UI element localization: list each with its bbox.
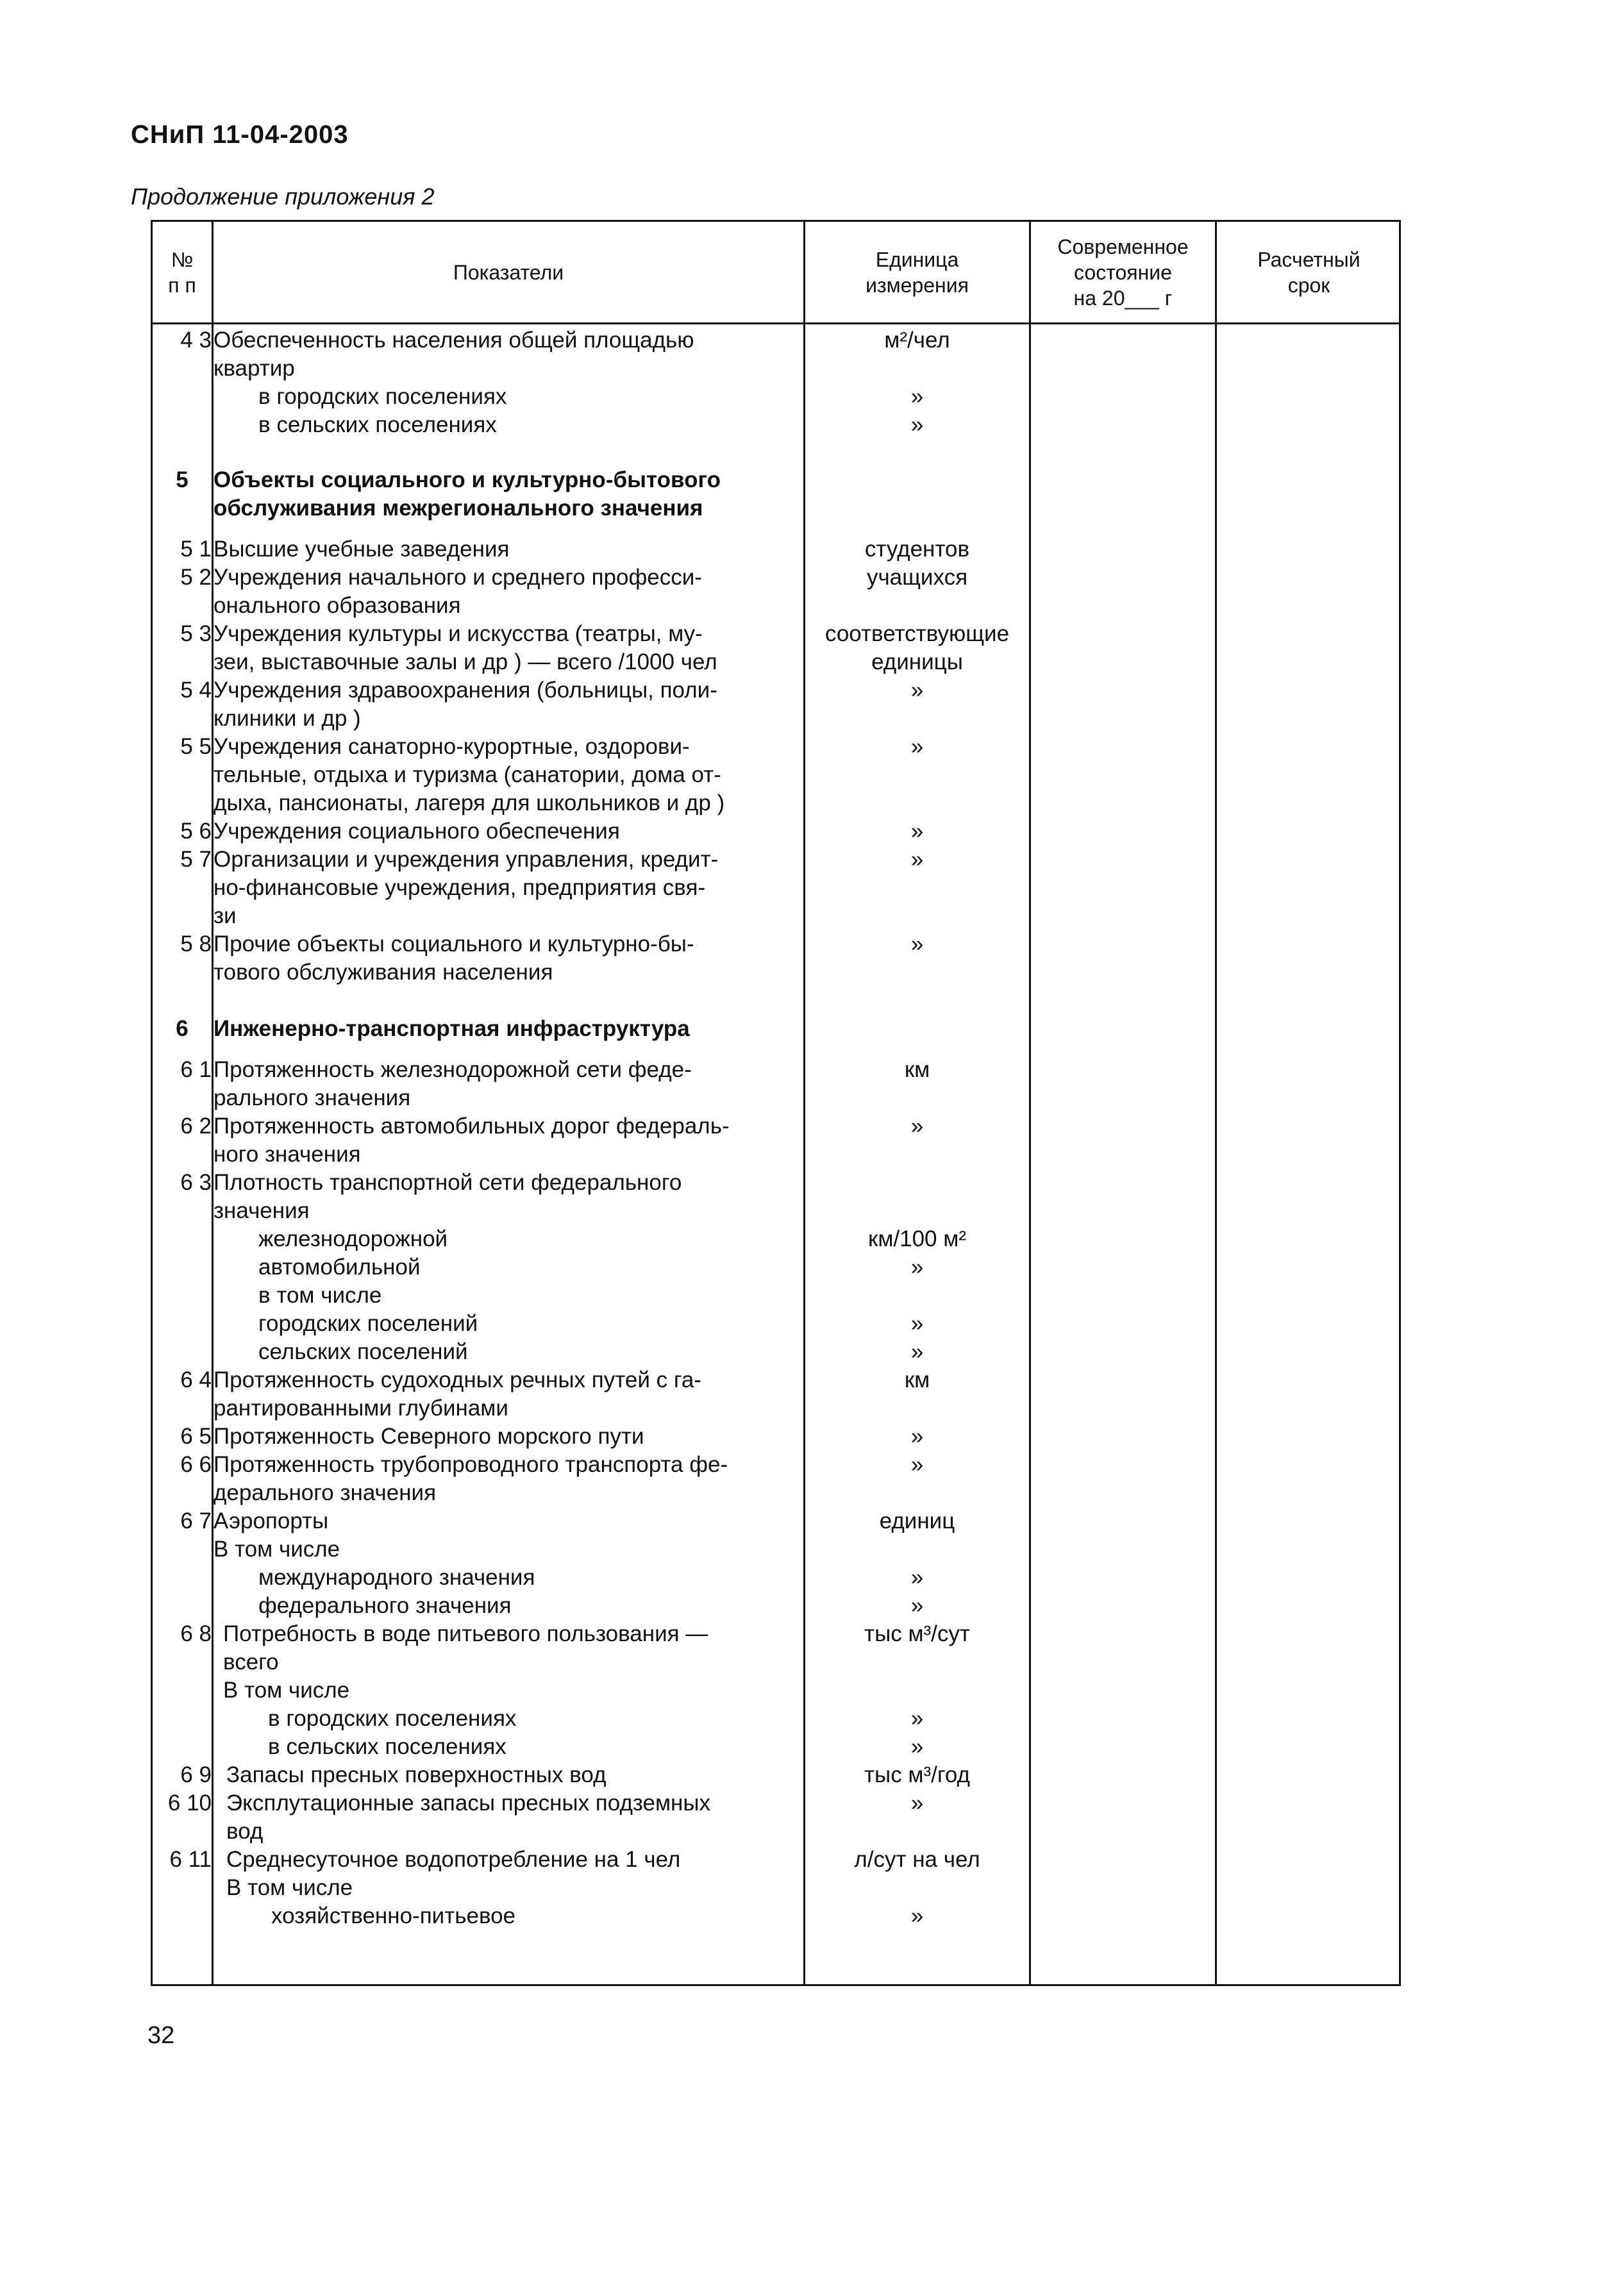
header-divider <box>153 322 1399 324</box>
row-unit: единиц <box>879 1508 955 1533</box>
row-indicator: Прочие объекты социального и культурно-бы- <box>213 931 694 956</box>
row-indicator: Учреждения начального и среднего професси- <box>213 565 702 590</box>
row-indicator: но-финансовые учреждения, предприятия свя- <box>213 875 706 900</box>
table-row <box>153 1309 1403 1338</box>
section-row <box>153 1014 1403 1043</box>
row-number: 6 7 <box>180 1508 212 1533</box>
row-unit: » <box>910 1424 924 1449</box>
row-indicator: федерального значения <box>258 1593 512 1618</box>
row-indicator: Протяженность железнодорожной сети феде- <box>213 1057 692 1082</box>
table-row <box>153 1817 1403 1846</box>
table-row <box>153 732 1403 761</box>
row-number: 6 5 <box>180 1424 212 1449</box>
table-row <box>153 354 1403 383</box>
table-row <box>153 1563 1403 1592</box>
table-row <box>153 1168 1403 1197</box>
row-number: 6 4 <box>180 1367 212 1392</box>
row-indicator: Учреждения санаторно-курортные, оздорови- <box>213 734 690 759</box>
row-indicator: Потребность в воде питьевого пользования — <box>223 1621 708 1646</box>
table-row <box>153 1337 1403 1366</box>
row-unit: учащихся <box>866 565 968 590</box>
row-indicator: автомобильной <box>258 1255 421 1280</box>
table-row <box>153 1704 1403 1733</box>
row-indicator: Среднесуточное водопотребление на 1 чел <box>226 1847 681 1872</box>
row-number: 5 <box>176 467 188 492</box>
row-unit: » <box>910 734 924 759</box>
row-indicator: клиники и др ) <box>213 706 361 731</box>
table-row <box>153 1507 1403 1535</box>
table-row <box>153 958 1403 987</box>
row-number: 6 1 <box>180 1057 212 1082</box>
row-number: 6 <box>176 1016 188 1041</box>
table-row <box>153 1422 1403 1451</box>
table-row <box>153 1760 1403 1789</box>
row-indicator: Эксплутационные запасы пресных подземных <box>226 1791 711 1816</box>
continuation-caption: Продолжение приложения 2 <box>131 183 435 210</box>
row-unit: тыс м³/сут <box>864 1621 970 1646</box>
table-row <box>153 1732 1403 1761</box>
row-indicator: дыха, пансионаты, лагеря для школьников и др ) <box>213 790 725 815</box>
row-indicator: значения <box>213 1198 310 1223</box>
row-indicator: обслуживания межрегионального значения <box>213 496 703 521</box>
row-unit: студентов <box>864 537 970 562</box>
header-num: № п п <box>168 247 196 297</box>
row-indicator: онального образования <box>213 593 461 618</box>
row-indicator: в том числе <box>258 1283 382 1308</box>
table-row <box>153 1083 1403 1112</box>
row-indicator: Объекты социального и культурно-бытового <box>213 467 721 492</box>
row-number: 5 5 <box>180 734 212 759</box>
row-number: 6 10 <box>167 1791 212 1816</box>
row-unit: » <box>910 412 924 437</box>
row-number: 5 2 <box>180 565 212 590</box>
table-row <box>153 1253 1403 1282</box>
table-row <box>153 873 1403 902</box>
row-indicator: Обеспеченность населения общей площадью <box>213 328 694 353</box>
row-indicator: В том числе <box>213 1537 340 1562</box>
row-unit: » <box>910 1255 924 1280</box>
row-number: 6 6 <box>180 1452 212 1477</box>
table-row <box>153 1845 1403 1874</box>
row-unit: л/сут на чел <box>854 1847 980 1872</box>
table-row <box>153 1224 1403 1253</box>
row-indicator: в городских поселениях <box>258 384 507 409</box>
table-row <box>153 1196 1403 1225</box>
table-row <box>153 676 1403 705</box>
table-row <box>153 817 1403 846</box>
row-indicator: Аэропорты <box>213 1508 329 1533</box>
row-number: 5 7 <box>180 847 212 872</box>
table-row <box>153 1873 1403 1902</box>
row-unit: единицы <box>871 649 963 674</box>
table-row <box>153 326 1403 355</box>
table-row <box>153 619 1403 648</box>
row-unit: » <box>910 1734 924 1759</box>
row-indicator: хозяйственно-питьевое <box>271 1903 516 1928</box>
row-unit: соответствующие <box>825 621 1010 646</box>
row-unit: км <box>904 1367 930 1392</box>
row-indicator: рантированными глубинами <box>213 1396 508 1421</box>
row-indicator: Запасы пресных поверхностных вод <box>226 1762 607 1787</box>
table-row <box>153 1535 1403 1564</box>
row-indicator: Учреждения культуры и искусства (театры, му- <box>213 621 703 646</box>
row-number: 6 8 <box>180 1621 212 1646</box>
table-row <box>153 1619 1403 1648</box>
page-number: 32 <box>147 2022 175 2049</box>
row-unit: » <box>910 1114 924 1139</box>
header-indicator: Показатели <box>453 260 564 284</box>
row-number: 5 1 <box>180 537 212 562</box>
row-number: 5 6 <box>180 819 212 844</box>
row-indicator: квартир <box>213 356 295 381</box>
row-indicator: Плотность транспортной сети федерального <box>213 1170 682 1195</box>
table-row <box>153 1901 1403 1930</box>
row-indicator: в сельских поселениях <box>258 412 497 437</box>
table-row <box>153 1789 1403 1817</box>
table-row <box>153 1478 1403 1507</box>
row-indicator: Учреждения здравоохранения (больницы, поли- <box>213 678 717 703</box>
row-indicator: тельные, отдыха и туризма (санатории, дома от- <box>213 762 721 787</box>
row-number: 6 9 <box>180 1762 212 1787</box>
header-current-state: Современное состояние на 20___ г <box>1057 235 1189 310</box>
row-unit: » <box>910 1565 924 1590</box>
table-row <box>153 789 1403 817</box>
row-unit: км/100 м² <box>868 1226 966 1251</box>
row-indicator: городских поселений <box>258 1311 478 1336</box>
row-number: 6 3 <box>180 1170 212 1195</box>
table-row <box>153 1648 1403 1676</box>
row-unit: » <box>910 819 924 844</box>
section-row <box>153 494 1403 522</box>
row-indicator: В том числе <box>226 1875 353 1900</box>
row-unit: км <box>904 1057 930 1082</box>
row-indicator: тового обслуживания населения <box>213 960 553 985</box>
table-row <box>153 382 1403 411</box>
table-row <box>153 930 1403 958</box>
row-indicator: Протяженность автомобильных дорог федераль- <box>213 1114 730 1139</box>
row-indicator: зи <box>213 903 237 928</box>
row-unit: » <box>910 1339 924 1364</box>
table-row <box>153 535 1403 564</box>
row-indicator: рального значения <box>213 1085 411 1110</box>
row-indicator: международного значения <box>258 1565 535 1590</box>
row-unit: » <box>910 1311 924 1336</box>
row-unit: » <box>910 384 924 409</box>
table-row <box>153 845 1403 874</box>
row-unit: » <box>910 1593 924 1618</box>
row-unit: м²/чел <box>884 328 950 353</box>
row-unit: тыс м³/год <box>864 1762 970 1787</box>
row-unit: » <box>910 1903 924 1928</box>
table-row <box>153 1366 1403 1394</box>
row-number: 6 11 <box>169 1847 212 1872</box>
row-number: 5 3 <box>180 621 212 646</box>
row-indicator: Протяженность трубопроводного транспорта фе- <box>213 1452 728 1477</box>
document-code: СНиП 11-04-2003 <box>131 121 349 149</box>
row-indicator: сельских поселений <box>258 1339 468 1364</box>
row-number: 5 8 <box>180 931 212 956</box>
table-row <box>153 1450 1403 1479</box>
row-indicator: зеи, выставочные залы и др ) — всего /1000 чел <box>213 649 717 674</box>
row-number: 4 3 <box>180 328 212 353</box>
row-indicator: ного значения <box>213 1142 361 1167</box>
table-row <box>153 1591 1403 1620</box>
row-unit: » <box>910 847 924 872</box>
table-row <box>153 760 1403 789</box>
row-indicator: Учреждения социального обеспечения <box>213 819 620 844</box>
header-target-period: Расчетный срок <box>1257 247 1360 297</box>
table-row <box>153 1055 1403 1084</box>
row-unit: » <box>910 678 924 703</box>
row-unit: » <box>910 1791 924 1816</box>
row-indicator: вод <box>226 1819 264 1844</box>
table-row <box>153 901 1403 930</box>
row-indicator: в сельских поселениях <box>268 1734 506 1759</box>
row-indicator: Инженерно-транспортная инфраструктура <box>213 1016 690 1041</box>
row-unit: » <box>910 1452 924 1477</box>
table-row <box>153 1676 1403 1705</box>
row-indicator: железнодорожной <box>258 1226 448 1251</box>
table-row <box>153 1281 1403 1310</box>
row-number: 5 4 <box>180 678 212 703</box>
table-row <box>153 563 1403 592</box>
row-indicator: В том числе <box>223 1678 350 1703</box>
row-indicator: Организации и учреждения управления, кредит- <box>213 847 719 872</box>
section-row <box>153 465 1403 494</box>
row-indicator: Высшие учебные заведения <box>213 537 510 562</box>
table-row <box>153 1140 1403 1169</box>
row-indicator: в городских поселениях <box>268 1706 517 1731</box>
table-row <box>153 647 1403 676</box>
table-row <box>153 704 1403 733</box>
indicators-table <box>151 220 1401 1986</box>
table-row <box>153 1394 1403 1423</box>
row-indicator: всего <box>223 1650 279 1675</box>
table-row <box>153 410 1403 439</box>
row-unit: » <box>910 931 924 956</box>
row-indicator: Протяженность Северного морского пути <box>213 1424 644 1449</box>
row-indicator: Протяженность судоходных речных путей с га- <box>213 1367 701 1392</box>
row-number: 6 2 <box>180 1114 212 1139</box>
header-unit: Единица измерения <box>866 247 969 297</box>
table-row <box>153 1112 1403 1140</box>
row-unit: » <box>910 1706 924 1731</box>
row-indicator: дерального значения <box>213 1480 437 1505</box>
table-row <box>153 591 1403 620</box>
